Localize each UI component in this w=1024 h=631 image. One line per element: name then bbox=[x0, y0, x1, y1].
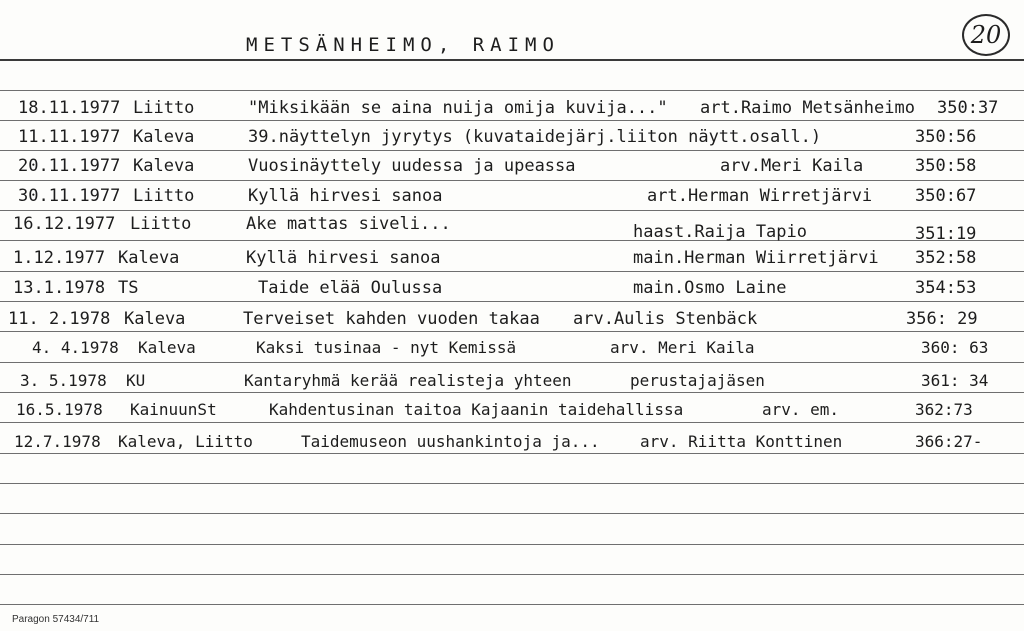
ruled-line bbox=[0, 513, 1024, 514]
entry-publication: Kaleva bbox=[138, 338, 196, 357]
entry-date: 20.11.1977 bbox=[18, 156, 121, 176]
entry-author: arv. Riitta Konttinen bbox=[640, 432, 843, 451]
entry-ref: 350:67 bbox=[915, 186, 977, 206]
entry-publication: KainuunSt bbox=[130, 400, 217, 419]
entry-row bbox=[0, 275, 1024, 301]
entry-publication: Liitto bbox=[133, 186, 195, 206]
entry-row bbox=[0, 396, 1024, 422]
entry-row bbox=[0, 334, 1024, 360]
entry-publication: Kaleva bbox=[124, 309, 186, 329]
entry-date: 12.7.1978 bbox=[14, 432, 101, 451]
entry-ref: 360: 63 bbox=[921, 338, 989, 357]
entry-title: Kyllä hirvesi sanoa bbox=[246, 248, 441, 268]
entry-publication: Kaleva bbox=[133, 127, 195, 147]
entry-publication: Liitto bbox=[133, 98, 195, 118]
entry-row bbox=[0, 367, 1024, 393]
ruled-line bbox=[0, 150, 1024, 151]
entry-row bbox=[0, 211, 1024, 244]
entry-author: art.Raimo Metsänheimo bbox=[700, 98, 915, 118]
entry-publication: Kaleva bbox=[133, 156, 195, 176]
entry-row bbox=[0, 124, 1024, 150]
entry-date: 30.11.1977 bbox=[18, 186, 121, 206]
entry-publication: KU bbox=[126, 371, 146, 390]
entry-date: 11.11.1977 bbox=[18, 127, 121, 147]
entry-author: arv.Aulis Stenbäck bbox=[573, 309, 758, 329]
entry-date: 16.5.1978 bbox=[16, 400, 103, 419]
entry-ref: 361: 34 bbox=[921, 371, 989, 390]
entry-title: Kaksi tusinaa - nyt Kemissä bbox=[256, 338, 517, 357]
ruled-line bbox=[0, 604, 1024, 605]
entry-title: Vuosinäyttely uudessa ja upeassa bbox=[248, 156, 576, 176]
card-number: 20 bbox=[962, 14, 1010, 56]
ruled-line bbox=[0, 362, 1024, 363]
entry-date: 13.1.1978 bbox=[13, 278, 106, 298]
entry-title: Taide elää Oulussa bbox=[258, 278, 443, 298]
entry-row bbox=[0, 306, 1024, 332]
entry-title: Kantaryhmä kerää realisteja yhteen bbox=[244, 371, 572, 390]
entry-ref: 366:27- bbox=[915, 432, 983, 451]
entry-publication: Kaleva bbox=[118, 248, 180, 268]
ruled-line bbox=[0, 180, 1024, 181]
ruled-line bbox=[0, 90, 1024, 91]
entry-title: Ake mattas siveli... bbox=[246, 214, 451, 234]
entry-author: art.Herman Wirretjärvi bbox=[647, 186, 873, 206]
entry-date: 1.12.1977 bbox=[13, 248, 106, 268]
entry-title: 39.näyttelyn jyrytys (kuvataidejärj.liiton näytt.osall.) bbox=[248, 127, 822, 147]
entry-date: 18.11.1977 bbox=[18, 98, 121, 118]
entry-author: arv. em. bbox=[762, 400, 840, 419]
ruled-line bbox=[0, 422, 1024, 423]
ruled-line bbox=[0, 240, 1024, 241]
entry-ref: 350:56 bbox=[915, 127, 977, 147]
ruled-line bbox=[0, 483, 1024, 484]
entry-title: Taidemuseon uushankintoja ja... bbox=[301, 432, 600, 451]
entry-date: 16.12.1977 bbox=[13, 214, 116, 234]
ruled-line bbox=[0, 271, 1024, 272]
entry-date: 4. 4.1978 bbox=[32, 338, 119, 357]
ruled-line bbox=[0, 544, 1024, 545]
entry-date: 3. 5.1978 bbox=[20, 371, 107, 390]
entry-title: Kyllä hirvesi sanoa bbox=[248, 186, 443, 206]
entry-ref: 356: 29 bbox=[906, 309, 978, 329]
ruled-line bbox=[0, 574, 1024, 575]
entry-ref: 351:19 bbox=[915, 224, 977, 244]
entry-title: Terveiset kahden vuoden takaa bbox=[243, 309, 540, 329]
entry-author: arv. Meri Kaila bbox=[610, 338, 755, 357]
ruled-line bbox=[0, 301, 1024, 302]
entry-row bbox=[0, 95, 1024, 121]
card-title: METSÄNHEIMO, RAIMO bbox=[246, 34, 560, 56]
entry-row bbox=[0, 428, 1024, 454]
entry-ref: 352:58 bbox=[915, 248, 977, 268]
entry-publication: Liitto bbox=[130, 214, 192, 234]
entry-ref: 350:58 bbox=[915, 156, 977, 176]
entry-ref: 354:53 bbox=[915, 278, 977, 298]
entry-ref: 362:73 bbox=[915, 400, 973, 419]
header-rule bbox=[0, 59, 1024, 61]
entry-author: main.Herman Wiirretjärvi bbox=[633, 248, 879, 268]
entry-row bbox=[0, 245, 1024, 271]
entry-author: main.Osmo Laine bbox=[633, 278, 787, 298]
entry-author: haast.Raija Tapio bbox=[633, 222, 807, 242]
entry-title: "Miksikään se aina nuija omija kuvija..." bbox=[248, 98, 668, 118]
entry-row bbox=[0, 183, 1024, 209]
entry-title: Kahdentusinan taitoa Kajaanin taidehallissa bbox=[269, 400, 684, 419]
entry-publication: Kaleva, Liitto bbox=[118, 432, 253, 451]
entry-row bbox=[0, 153, 1024, 179]
printer-imprint: Paragon 57434/711 bbox=[12, 614, 100, 625]
entry-ref: 350:37 bbox=[937, 98, 999, 118]
entry-author: perustajajäsen bbox=[630, 371, 765, 390]
entry-date: 11. 2.1978 bbox=[8, 309, 111, 329]
entry-author: arv.Meri Kaila bbox=[720, 156, 864, 176]
entry-publication: TS bbox=[118, 278, 139, 298]
